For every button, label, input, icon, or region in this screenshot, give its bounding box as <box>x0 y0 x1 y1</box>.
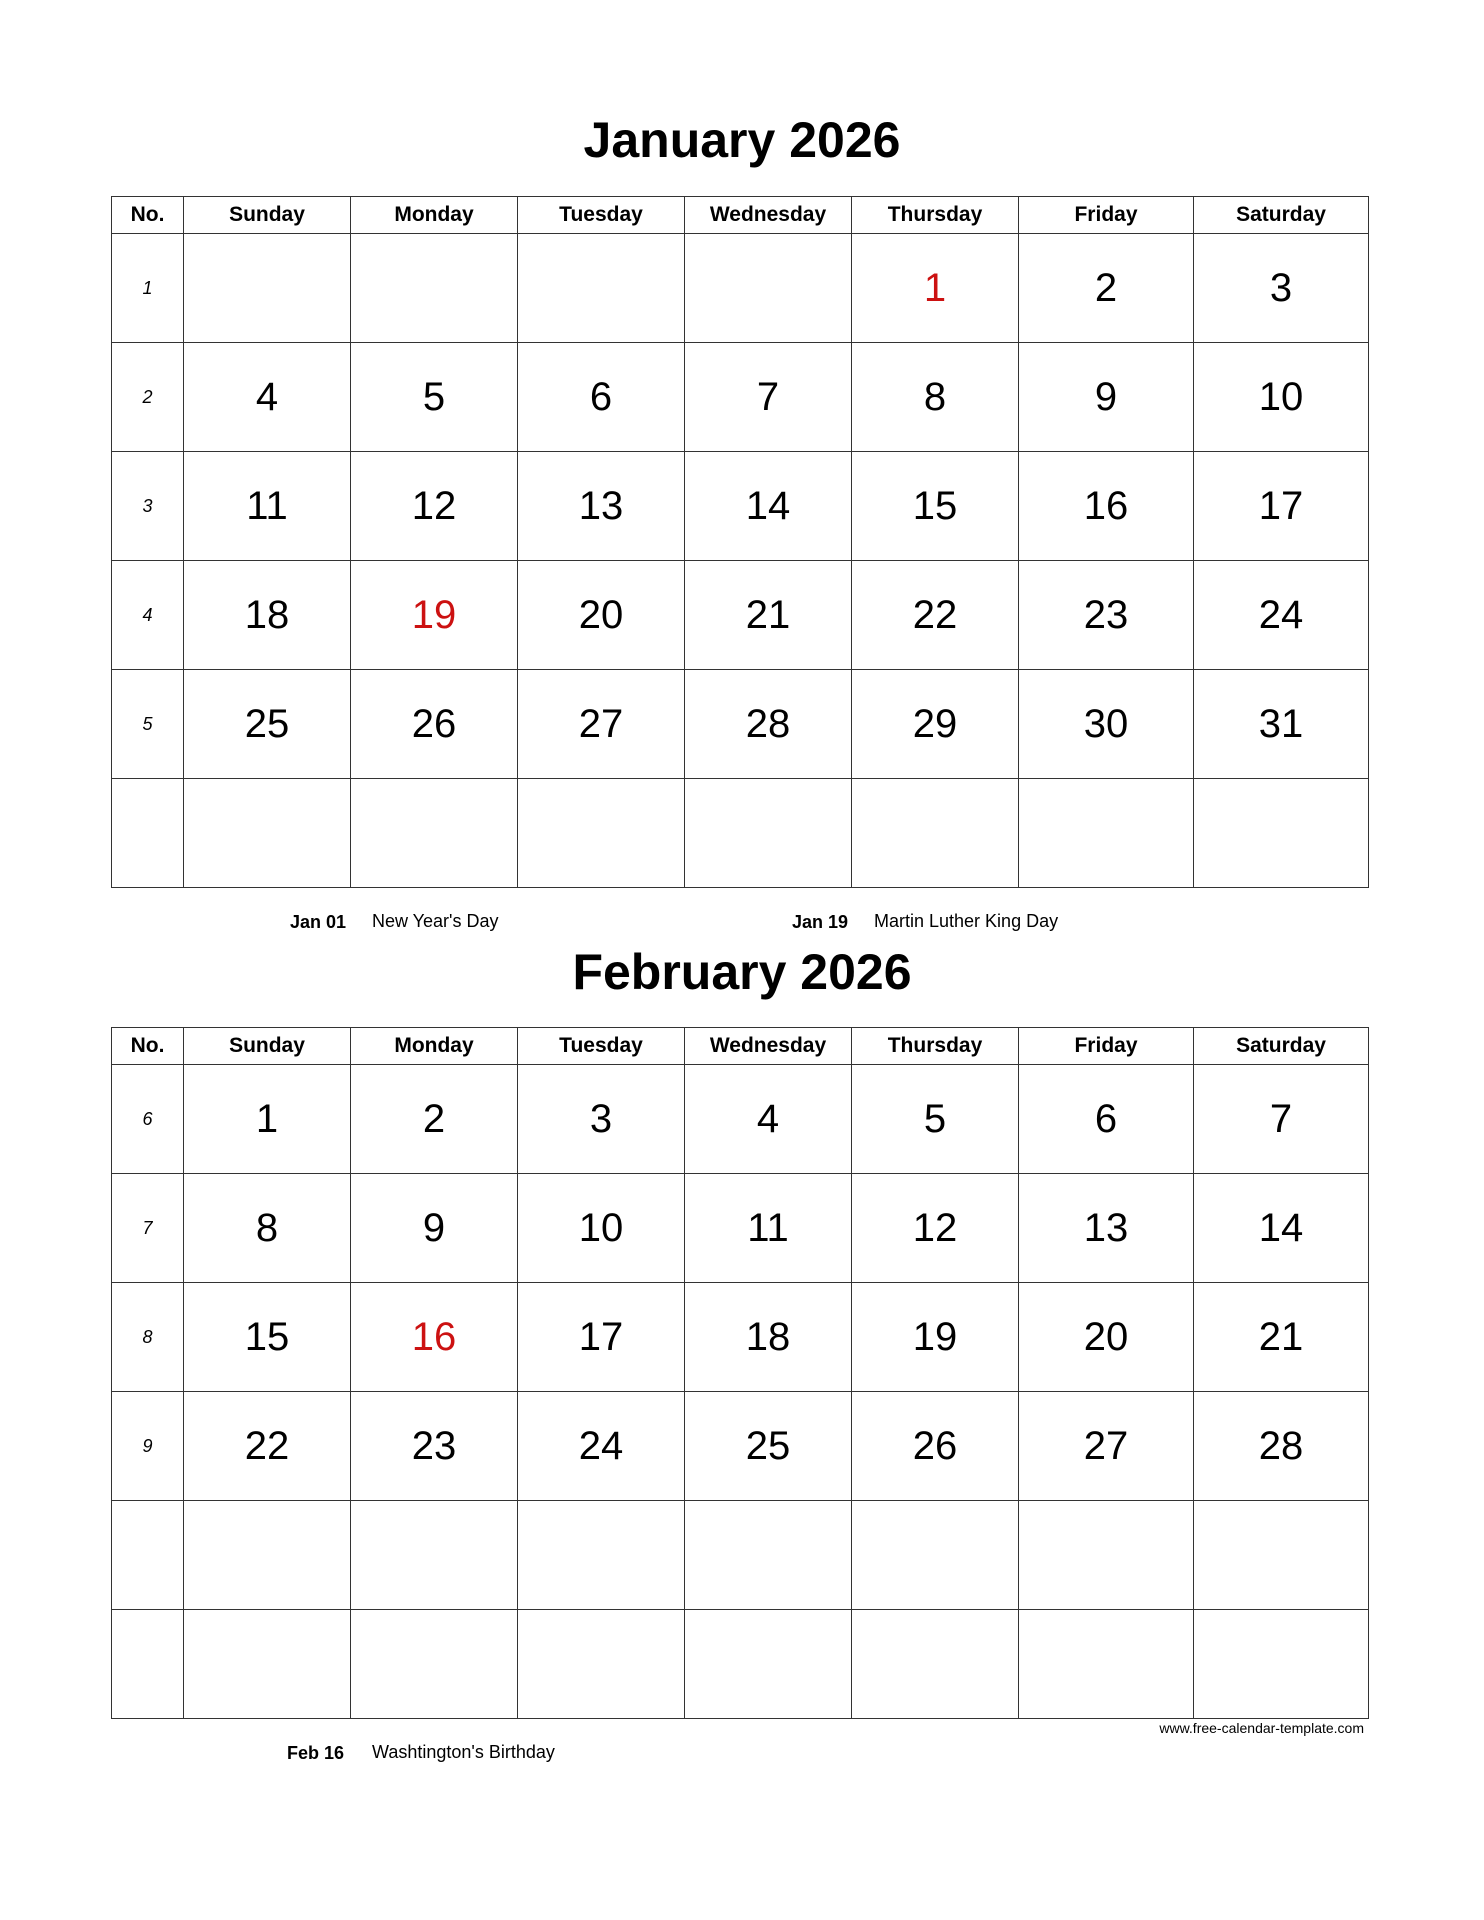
day-cell <box>518 234 685 343</box>
day-cell: 16 <box>1019 452 1194 561</box>
week-number: 9 <box>112 1392 184 1501</box>
week-number <box>112 1501 184 1610</box>
day-cell <box>852 1501 1019 1610</box>
week-number: 1 <box>112 234 184 343</box>
day-cell <box>1019 1501 1194 1610</box>
holiday-date: Jan 19 <box>792 912 849 932</box>
day-cell: 13 <box>1019 1174 1194 1283</box>
week-row <box>112 670 1369 779</box>
weekday-header: Saturday <box>1194 1028 1369 1065</box>
day-cell: 15 <box>852 452 1019 561</box>
day-cell <box>351 234 518 343</box>
day-cell: 26 <box>852 1392 1019 1501</box>
day-cell: 24 <box>518 1392 685 1501</box>
day-cell: 12 <box>852 1174 1019 1283</box>
day-cell: 10 <box>518 1174 685 1283</box>
day-cell: 27 <box>1019 1392 1194 1501</box>
week-row <box>112 1392 1369 1501</box>
weekday-header: Friday <box>1019 1028 1194 1065</box>
weekday-header-row <box>112 197 1369 234</box>
day-cell: 11 <box>184 452 351 561</box>
holiday-date: Feb 16 <box>287 1743 345 1763</box>
day-cell <box>852 779 1019 888</box>
day-cell <box>1194 779 1369 888</box>
day-cell <box>685 779 852 888</box>
day-cell <box>184 234 351 343</box>
day-cell <box>351 1610 518 1719</box>
day-cell: 14 <box>685 452 852 561</box>
week-row <box>112 234 1369 343</box>
day-cell: 31 <box>1194 670 1369 779</box>
weekday-header: Monday <box>351 1028 518 1065</box>
day-cell: 10 <box>1194 343 1369 452</box>
holiday-name: Washtington's Birthday <box>372 1742 555 1762</box>
day-cell: 28 <box>1194 1392 1369 1501</box>
day-cell: 30 <box>1019 670 1194 779</box>
weekday-header: Tuesday <box>518 197 685 234</box>
week-row <box>112 1283 1369 1392</box>
holiday-name: Martin Luther King Day <box>874 911 1059 931</box>
february-title: February 2026 <box>572 944 912 1000</box>
day-cell: 1 <box>852 234 1019 343</box>
day-cell: 19 <box>852 1283 1019 1392</box>
weekday-header-row <box>112 1028 1369 1065</box>
week-number: 5 <box>112 670 184 779</box>
week-number: 2 <box>112 343 184 452</box>
day-cell <box>184 1610 351 1719</box>
day-cell: 21 <box>1194 1283 1369 1392</box>
february-calendar-grid <box>111 1027 1369 1719</box>
day-cell: 22 <box>184 1392 351 1501</box>
week-number: 7 <box>112 1174 184 1283</box>
day-cell: 16 <box>351 1283 518 1392</box>
day-cell <box>518 779 685 888</box>
day-cell: 5 <box>351 343 518 452</box>
day-cell: 4 <box>685 1065 852 1174</box>
day-cell <box>685 1610 852 1719</box>
january-calendar-grid <box>111 196 1369 888</box>
week-row <box>112 1610 1369 1719</box>
day-cell: 7 <box>1194 1065 1369 1174</box>
day-cell: 8 <box>184 1174 351 1283</box>
day-cell: 11 <box>685 1174 852 1283</box>
day-cell: 21 <box>685 561 852 670</box>
day-cell: 7 <box>685 343 852 452</box>
weekday-header: Saturday <box>1194 197 1369 234</box>
week-row <box>112 343 1369 452</box>
weekday-header: Wednesday <box>685 197 852 234</box>
day-cell: 2 <box>1019 234 1194 343</box>
day-cell: 14 <box>1194 1174 1369 1283</box>
day-cell <box>518 1610 685 1719</box>
day-cell: 22 <box>852 561 1019 670</box>
week-row <box>112 1065 1369 1174</box>
weekday-header: No. <box>112 197 184 234</box>
website-link[interactable]: www.free-calendar-template.com <box>1159 1720 1364 1736</box>
week-row <box>112 779 1369 888</box>
weekday-header: Sunday <box>184 197 351 234</box>
day-cell: 25 <box>184 670 351 779</box>
day-cell: 19 <box>351 561 518 670</box>
day-cell <box>351 779 518 888</box>
week-number: 8 <box>112 1283 184 1392</box>
day-cell <box>1194 1610 1369 1719</box>
day-cell: 9 <box>1019 343 1194 452</box>
day-cell <box>184 1501 351 1610</box>
day-cell: 5 <box>852 1065 1019 1174</box>
holiday-name: New Year's Day <box>372 911 499 931</box>
day-cell: 28 <box>685 670 852 779</box>
weekday-header: Wednesday <box>685 1028 852 1065</box>
weekday-header: Thursday <box>852 1028 1019 1065</box>
day-cell: 23 <box>1019 561 1194 670</box>
day-cell: 25 <box>685 1392 852 1501</box>
weekday-header: Monday <box>351 197 518 234</box>
day-cell: 15 <box>184 1283 351 1392</box>
day-cell: 17 <box>1194 452 1369 561</box>
day-cell: 26 <box>351 670 518 779</box>
week-number: 6 <box>112 1065 184 1174</box>
week-number: 4 <box>112 561 184 670</box>
day-cell <box>685 1501 852 1610</box>
day-cell: 6 <box>1019 1065 1194 1174</box>
day-cell <box>351 1501 518 1610</box>
weekday-header: Tuesday <box>518 1028 685 1065</box>
day-cell: 24 <box>1194 561 1369 670</box>
day-cell <box>852 1610 1019 1719</box>
day-cell: 8 <box>852 343 1019 452</box>
day-cell: 13 <box>518 452 685 561</box>
day-cell <box>685 234 852 343</box>
day-cell <box>184 779 351 888</box>
day-cell: 2 <box>351 1065 518 1174</box>
weekday-header: Thursday <box>852 197 1019 234</box>
day-cell <box>1019 1610 1194 1719</box>
day-cell: 9 <box>351 1174 518 1283</box>
day-cell: 1 <box>184 1065 351 1174</box>
weekday-header: Friday <box>1019 197 1194 234</box>
week-number <box>112 1610 184 1719</box>
day-cell: 12 <box>351 452 518 561</box>
day-cell <box>1194 1501 1369 1610</box>
day-cell: 17 <box>518 1283 685 1392</box>
day-cell: 3 <box>518 1065 685 1174</box>
weekday-header: Sunday <box>184 1028 351 1065</box>
day-cell: 27 <box>518 670 685 779</box>
january-title: January 2026 <box>583 112 901 168</box>
week-row <box>112 452 1369 561</box>
day-cell: 4 <box>184 343 351 452</box>
week-row <box>112 561 1369 670</box>
week-number <box>112 779 184 888</box>
day-cell: 3 <box>1194 234 1369 343</box>
week-row <box>112 1174 1369 1283</box>
holiday-date: Jan 01 <box>290 912 347 932</box>
day-cell <box>518 1501 685 1610</box>
week-number: 3 <box>112 452 184 561</box>
week-row <box>112 1501 1369 1610</box>
day-cell: 18 <box>184 561 351 670</box>
day-cell: 6 <box>518 343 685 452</box>
day-cell <box>1019 779 1194 888</box>
day-cell: 18 <box>685 1283 852 1392</box>
day-cell: 20 <box>1019 1283 1194 1392</box>
day-cell: 23 <box>351 1392 518 1501</box>
weekday-header: No. <box>112 1028 184 1065</box>
day-cell: 20 <box>518 561 685 670</box>
day-cell: 29 <box>852 670 1019 779</box>
